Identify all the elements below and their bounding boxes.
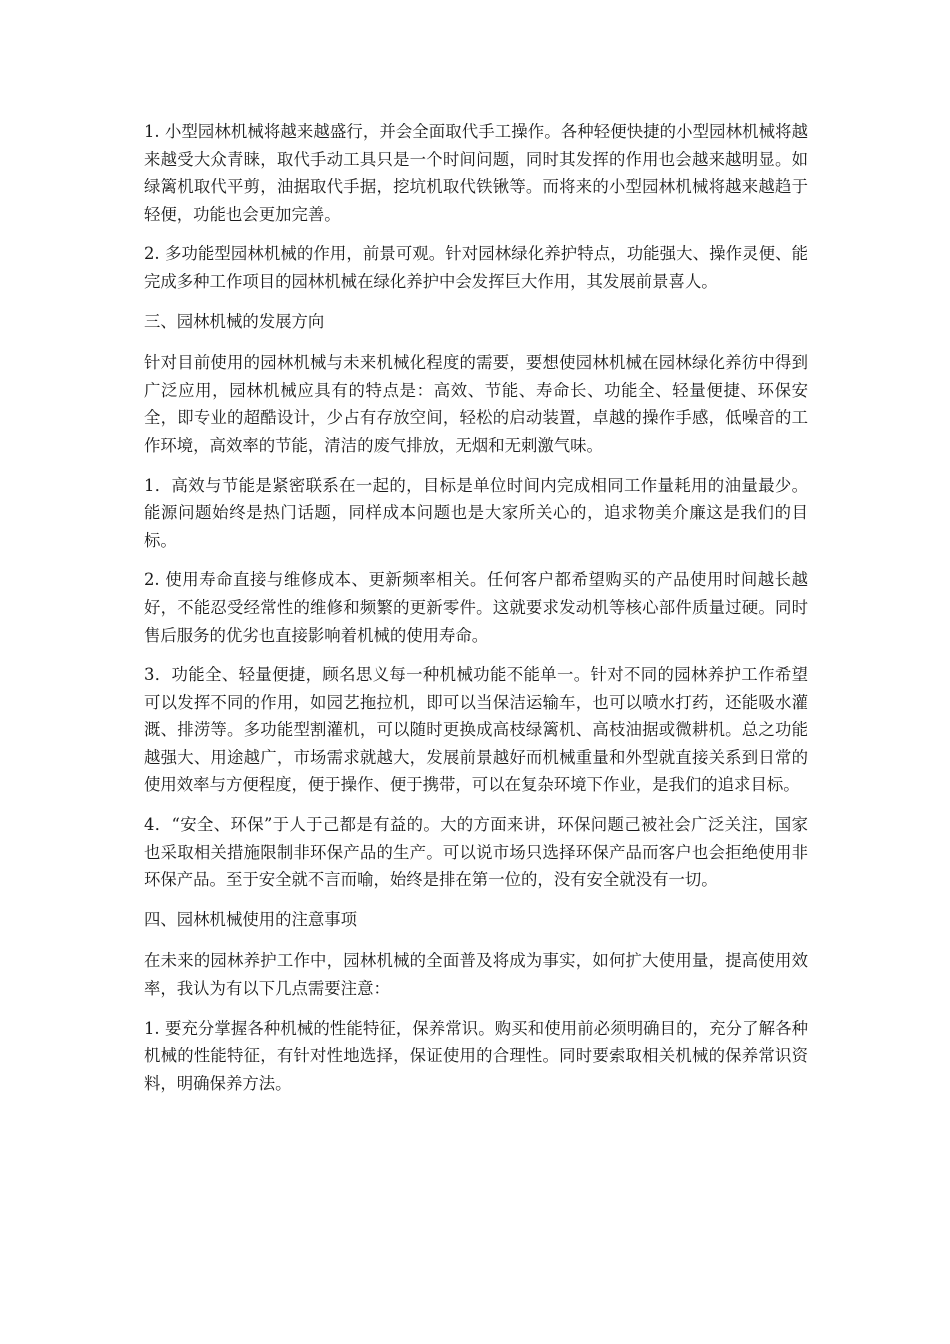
- paragraph-functionality: 3．功能全、轻量便捷，顾名思义每一种机械功能不能单一。针对不同的园林养护工作希望可以发挥不同的作用，如园艺拖拉机，即可以当保洁运输车，也可以喷水打药，还能吸水灌溉、排涝等。多功能型割灌机，可以随时更换成高枝绿篱机、高枝油据或微耕机。总之功能越强大、用途越广，市场需求就越大，发展前景越好而机械重量和外型就直接关系到日常的使用效率与方便程度，便于操作、便于携带，可以在复杂环境下作业，是我们的追求目标。: [144, 665, 808, 795]
- paragraph-service-life: 2. 使用寿命直接与维修成本、更新频率相关。任何客户都希望购买的产品使用时间越长越好，不能忍受经常性的维修和频繁的更新零件。这就要求发动机等核心部件质量过硬。同时售后服务的优劣也直接影响着机械的使用寿命。: [144, 570, 808, 645]
- paragraph-multifunction-machinery: 2. 多功能型园林机械的作用，前景可观。针对园林绿化养护特点，功能强大、操作灵便、能完成多种工作项目的园林机械在绿化养护中会发挥巨大作用，其发展前景喜人。: [144, 244, 808, 291]
- paragraph-safety-environment: 4．“安全、环保”于人于己都是有益的。大的方面来讲，环保问题己被社会广泛关注，国家也采取相关措施限制非环保产品的生产。可以说市场只选择环保产品而客户也会拒绝使用非环保产品。至于安全就不言而喻，始终是排在第一位的，没有安全就没有一切。: [144, 815, 808, 890]
- paragraph-usage-intro: 在未来的园林养护工作中，园林机械的全面普及将成为事实，如何扩大使用量，提高使用效率，我认为有以下几点需要注意：: [144, 951, 808, 999]
- paragraph-features-intro: 针对目前使用的园林机械与未来机械化程度的需要，要想使园林机械在园林绿化养彷中得到广泛应用，园林机械应具有的特点是：高效、节能、寿命长、功能全、轻量便捷、环保安全，即专业的超酷设计，少占有存放空间，轻松的启动装置，卓越的操作手感，低噪音的工作环境，高效率的节能，清洁的废气排放，无烟和无刺激气味。: [144, 353, 808, 455]
- section-heading-usage-notes: 四、园林机械使用的注意事项: [144, 909, 358, 929]
- paragraph-performance-knowledge: 1. 要充分掌握各种机械的性能特征，保养常识。购买和使用前必须明确目的，充分了解各种机械的性能特征，有针对性地选择，保证使用的合理性。同时要索取相关机械的保养常识资料，明确保养方法。: [144, 1018, 808, 1093]
- paragraph-efficiency: 1．高效与节能是紧密联系在一起的，目标是单位时间内完成相同工作量耗用的油量最少。能源问题始终是热门话题，同样成本问题也是大家所关心的，追求物美介廉这是我们的目标。: [144, 475, 808, 550]
- section-heading-development-direction: 三、园林机械的发展方向: [144, 311, 325, 331]
- paragraph-small-machinery: 1. 小型园林机械将越来越盛行，并会全面取代手工操作。各种轻便快捷的小型园林机械将越来越受大众青睐，取代手动工具只是一个时间问题，同时其发挥的作用也会越来越明显。如绿篱机取代平剪，油据取代手据，挖坑机取代铁锹等。而将来的小型园林机械将越来越趋于轻便，功能也会更加完善。: [144, 122, 808, 224]
- document-body: [144, 118, 808, 1109]
